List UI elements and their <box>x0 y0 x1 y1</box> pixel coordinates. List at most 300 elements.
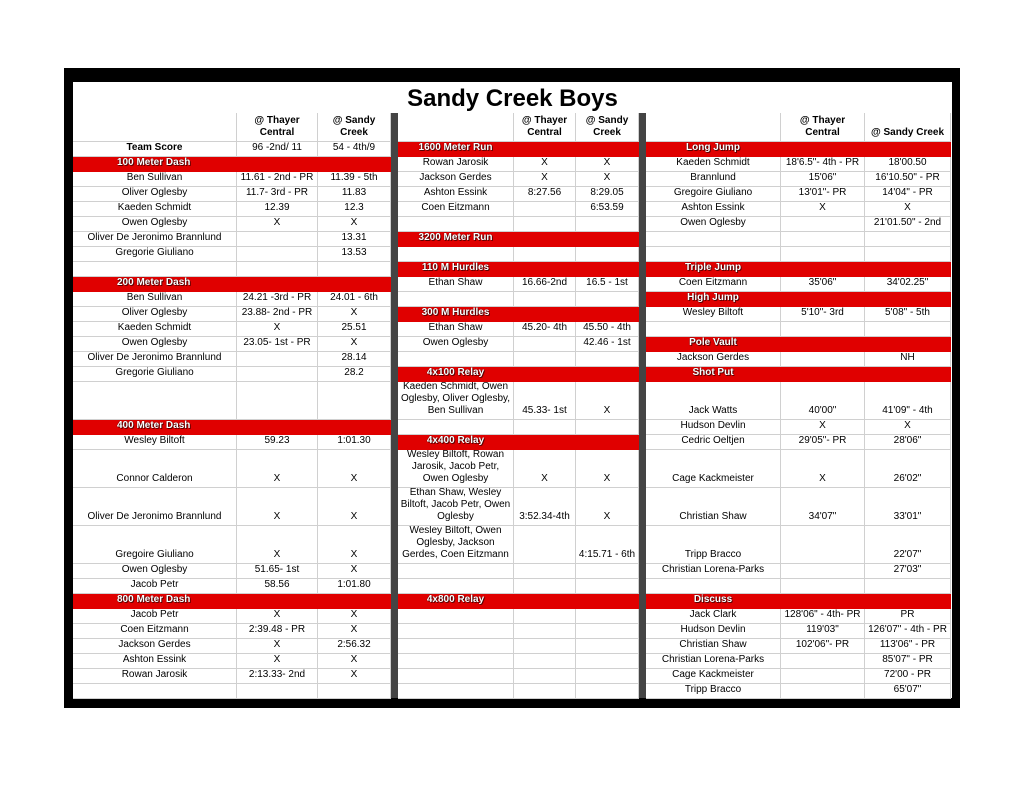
sandy-creek-result <box>865 247 951 261</box>
thayer-central-result: 23.88- 2nd - PR <box>237 307 318 321</box>
sandy-creek-result: X <box>865 420 951 434</box>
thayer-central-result <box>781 654 865 668</box>
athlete-name: Tripp Bracco <box>646 684 781 698</box>
athlete-name: Jacob Petr <box>73 579 237 593</box>
sandy-creek-result: 12.3 <box>318 202 391 216</box>
event-name <box>576 307 639 321</box>
event-header-row <box>73 420 391 435</box>
sandy-creek-result: X <box>576 382 639 419</box>
event-name <box>781 292 865 306</box>
thayer-central-result: X <box>781 450 865 487</box>
thayer-central-result <box>781 579 865 593</box>
thayer-central-result: X <box>237 217 318 231</box>
result-row <box>646 217 951 232</box>
thayer-central-result: 5'10"- 3rd <box>781 307 865 321</box>
result-row <box>646 488 951 526</box>
header-cell-athlete <box>398 113 514 141</box>
header-cell-sandy-creek: @ Sandy Creek <box>318 113 391 141</box>
result-row <box>646 564 951 579</box>
result-row <box>398 292 639 307</box>
athlete-name: Coen Eitzmann <box>646 277 781 291</box>
athlete-name: Coen Eitzmann <box>73 624 237 638</box>
result-row <box>73 262 391 277</box>
result-row <box>398 624 639 639</box>
event-name: 100 Meter Dash <box>73 157 237 171</box>
athlete-name: Jacob Petr <box>73 609 237 623</box>
thayer-central-result <box>514 526 576 563</box>
thayer-central-result <box>514 579 576 593</box>
sandy-creek-result: 85'07" - PR <box>865 654 951 668</box>
result-row <box>646 157 951 172</box>
athlete-name: Owen Oglesby <box>646 217 781 231</box>
sandy-creek-result: 1:01.30 <box>318 435 391 449</box>
athlete-name: Cage Kackmeister <box>646 450 781 487</box>
event-header-row <box>73 594 391 609</box>
result-row <box>73 202 391 217</box>
event-header-row <box>398 367 639 382</box>
athlete-name: Ben Sullivan <box>73 172 237 186</box>
athlete-name: Tripp Bracco <box>646 526 781 563</box>
event-name <box>237 277 318 291</box>
athlete-name <box>646 247 781 261</box>
header-cell-athlete <box>73 113 237 141</box>
athlete-name: Kaeden Schmidt <box>73 202 237 216</box>
event-header-row <box>646 594 951 609</box>
thayer-central-result <box>781 322 865 336</box>
result-row <box>398 450 639 488</box>
athlete-name <box>398 609 514 623</box>
sandy-creek-result <box>865 579 951 593</box>
event-name: 800 Meter Dash <box>73 594 237 608</box>
result-row <box>646 609 951 624</box>
event-name: Long Jump <box>646 142 781 156</box>
thayer-central-result: 45.20- 4th <box>514 322 576 336</box>
event-name <box>781 367 865 381</box>
event-name: 3200 Meter Run <box>398 232 514 246</box>
thayer-central-result: 128'06" - 4th- PR <box>781 609 865 623</box>
thayer-central-result <box>514 202 576 216</box>
athlete-name: Cage Kackmeister <box>646 669 781 683</box>
athlete-name: Gregorie Giuliano <box>73 247 237 261</box>
athlete-name: Cedric Oeltjen <box>646 435 781 449</box>
result-row <box>73 322 391 337</box>
result-row <box>646 187 951 202</box>
sandy-creek-result: 65'07" <box>865 684 951 698</box>
event-header-row <box>73 277 391 292</box>
sandy-creek-result: 42.46 - 1st <box>576 337 639 351</box>
result-row <box>398 322 639 337</box>
event-header-row <box>646 367 951 382</box>
result-row <box>73 367 391 382</box>
thayer-central-result <box>237 247 318 261</box>
sandy-creek-result <box>865 322 951 336</box>
athlete-name: Rowan Jarosik <box>73 669 237 683</box>
sandy-creek-result <box>318 684 391 698</box>
event-name: 400 Meter Dash <box>73 420 237 434</box>
athlete-name: Coen Eitzmann <box>398 202 514 216</box>
column-separator <box>391 113 398 698</box>
result-row <box>646 232 951 247</box>
result-row <box>398 639 639 654</box>
sandy-creek-result: X <box>318 488 391 525</box>
event-name <box>865 337 951 351</box>
sandy-creek-result: 45.50 - 4th <box>576 322 639 336</box>
thayer-central-result <box>514 217 576 231</box>
event-name: Triple Jump <box>646 262 781 276</box>
athlete-name <box>398 420 514 434</box>
athlete-name: Wesley Biltoft, Rowan Jarosik, Jacob Petr, Owen Oglesby <box>398 450 514 487</box>
thayer-central-result: 119'03" <box>781 624 865 638</box>
athlete-name: Oliver De Jeronimo Brannlund <box>73 352 237 366</box>
athlete-name: Brannlund <box>646 172 781 186</box>
result-row <box>398 337 639 352</box>
athlete-name: Oliver Oglesby <box>73 187 237 201</box>
athlete-name: Oliver Oglesby <box>73 307 237 321</box>
thayer-central-result: 34'07" <box>781 488 865 525</box>
result-row <box>398 187 639 202</box>
sandy-creek-result <box>576 609 639 623</box>
athlete-name <box>398 579 514 593</box>
athlete-name <box>398 624 514 638</box>
event-name <box>237 157 318 171</box>
athlete-name: Kaeden Schmidt <box>73 322 237 336</box>
event-name <box>318 157 391 171</box>
sandy-creek-result: 28.2 <box>318 367 391 381</box>
event-name <box>514 367 576 381</box>
header-cell-thayer-central: @ Thayer Central <box>514 113 576 141</box>
athlete-name <box>398 654 514 668</box>
thayer-central-result <box>514 564 576 578</box>
athlete-name <box>646 232 781 246</box>
thayer-central-result: 24.21 -3rd - PR <box>237 292 318 306</box>
thayer-central-result <box>237 382 318 419</box>
result-row <box>646 172 951 187</box>
athlete-name: Owen Oglesby <box>73 217 237 231</box>
thayer-central-result: X <box>514 450 576 487</box>
athlete-name: Hudson Devlin <box>646 420 781 434</box>
athlete-name: Wesley Biltoft, Owen Oglesby, Jackson Gerdes, Coen Eitzmann <box>398 526 514 563</box>
sandy-creek-result: 16'10.50" - PR <box>865 172 951 186</box>
athlete-name: Christian Lorena-Parks <box>646 564 781 578</box>
athlete-name: Ethan Shaw <box>398 322 514 336</box>
header-cell-thayer-central: @ Thayer Central <box>781 113 865 141</box>
sandy-creek-result: X <box>576 172 639 186</box>
event-name: 4x100 Relay <box>398 367 514 381</box>
sandy-creek-result: 24.01 - 6th <box>318 292 391 306</box>
thayer-central-result: 35'06" <box>781 277 865 291</box>
athlete-name: Ashton Essink <box>646 202 781 216</box>
sandy-creek-result: NH <box>865 352 951 366</box>
sandy-creek-result: X <box>318 654 391 668</box>
event-name <box>865 367 951 381</box>
sandy-creek-result: 5'08" - 5th <box>865 307 951 321</box>
sandy-creek-result <box>576 579 639 593</box>
athlete-name <box>398 247 514 261</box>
event-name <box>318 420 391 434</box>
athlete-name: Owen Oglesby <box>73 564 237 578</box>
athlete-name: Jackson Gerdes <box>73 639 237 653</box>
sandy-creek-result: 72'00 - PR <box>865 669 951 683</box>
result-row <box>398 488 639 526</box>
athlete-name <box>73 262 237 276</box>
sandy-creek-result: 126'07" - 4th - PR <box>865 624 951 638</box>
result-row <box>73 488 391 526</box>
result-row <box>73 684 391 699</box>
result-row <box>646 307 951 322</box>
sandy-creek-result: X <box>576 488 639 525</box>
athlete-name: Christian Shaw <box>646 639 781 653</box>
sandy-creek-result <box>576 624 639 638</box>
sandy-creek-result: 8:29.05 <box>576 187 639 201</box>
column-field-events <box>646 113 951 699</box>
result-row <box>398 564 639 579</box>
sandy-creek-result: 21'01.50" - 2nd <box>865 217 951 231</box>
athlete-name: Christian Shaw <box>646 488 781 525</box>
sandy-creek-result: PR <box>865 609 951 623</box>
event-name <box>781 142 865 156</box>
sandy-creek-result: 54 - 4th/9 <box>318 142 391 156</box>
athlete-name <box>398 217 514 231</box>
result-row <box>73 609 391 624</box>
thayer-central-result: X <box>237 526 318 563</box>
event-name <box>514 142 576 156</box>
athlete-name: Jackson Gerdes <box>398 172 514 186</box>
event-header-row <box>646 262 951 277</box>
event-name: 200 Meter Dash <box>73 277 237 291</box>
athlete-name <box>73 382 237 419</box>
event-header-row <box>398 594 639 609</box>
event-name <box>781 262 865 276</box>
sandy-creek-result <box>576 247 639 261</box>
result-row <box>398 202 639 217</box>
event-name: 4x800 Relay <box>398 594 514 608</box>
event-header-row <box>646 142 951 157</box>
sandy-creek-result: 11.39 - 5th <box>318 172 391 186</box>
result-row <box>73 654 391 669</box>
athlete-name: Ben Sullivan <box>73 292 237 306</box>
thayer-central-result: 96 -2nd/ 11 <box>237 142 318 156</box>
header-row <box>646 113 951 142</box>
event-name: 110 M Hurdles <box>398 262 514 276</box>
sandy-creek-result: 27'03" <box>865 564 951 578</box>
thayer-central-result: 58.56 <box>237 579 318 593</box>
athlete-name: Team Score <box>73 142 237 156</box>
event-header-row <box>398 232 639 247</box>
event-name <box>781 594 865 608</box>
header-cell-sandy-creek: @ Sandy Creek <box>865 113 951 141</box>
thayer-central-result <box>514 654 576 668</box>
event-name <box>576 435 639 449</box>
sandy-creek-result: X <box>318 624 391 638</box>
athlete-name: Ethan Shaw, Wesley Biltoft, Jacob Petr, Owen Oglesby <box>398 488 514 525</box>
athlete-name: Wesley Biltoft <box>73 435 237 449</box>
athlete-name: Ashton Essink <box>73 654 237 668</box>
thayer-central-result <box>237 684 318 698</box>
result-row <box>398 247 639 262</box>
event-name <box>865 292 951 306</box>
result-row <box>646 322 951 337</box>
athlete-name: Gregorie Giuliano <box>73 367 237 381</box>
thayer-central-result: 13'01"- PR <box>781 187 865 201</box>
event-name <box>237 420 318 434</box>
event-header-row <box>646 337 951 352</box>
athlete-name: Gregoire Giuliano <box>646 187 781 201</box>
result-row <box>398 352 639 367</box>
thayer-central-result: 15'06" <box>781 172 865 186</box>
athlete-name <box>398 564 514 578</box>
result-row <box>73 337 391 352</box>
event-name <box>237 594 318 608</box>
sandy-creek-result: X <box>865 202 951 216</box>
athlete-name: Owen Oglesby <box>73 337 237 351</box>
sandy-creek-result: 33'01" <box>865 488 951 525</box>
sandy-creek-result: 18'00.50 <box>865 157 951 171</box>
athlete-name <box>398 352 514 366</box>
column-sprints <box>73 113 391 699</box>
thayer-central-result <box>514 352 576 366</box>
event-name: Pole Vault <box>646 337 781 351</box>
thayer-central-result: 18'6.5"- 4th - PR <box>781 157 865 171</box>
thayer-central-result: X <box>237 639 318 653</box>
sandy-creek-result: X <box>318 450 391 487</box>
header-cell-athlete <box>646 113 781 141</box>
sandy-creek-result: X <box>318 217 391 231</box>
event-name: 4x400 Relay <box>398 435 514 449</box>
column-distance-relays <box>398 113 639 699</box>
sandy-creek-result: X <box>318 669 391 683</box>
event-header-row <box>398 142 639 157</box>
thayer-central-result <box>781 217 865 231</box>
event-name <box>514 594 576 608</box>
sandy-creek-result: 22'07" <box>865 526 951 563</box>
athlete-name <box>398 639 514 653</box>
result-row <box>73 669 391 684</box>
thayer-central-result: X <box>237 450 318 487</box>
result-row <box>73 639 391 654</box>
athlete-name: Wesley Biltoft <box>646 307 781 321</box>
result-row <box>646 352 951 367</box>
event-header-row <box>646 292 951 307</box>
result-row <box>398 684 639 699</box>
result-row <box>646 277 951 292</box>
athlete-name: Owen Oglesby <box>398 337 514 351</box>
thayer-central-result: 23.05- 1st - PR <box>237 337 318 351</box>
thayer-central-result: X <box>514 172 576 186</box>
sandy-creek-result: 4:15.71 - 6th <box>576 526 639 563</box>
thayer-central-result: 2:39.48 - PR <box>237 624 318 638</box>
result-row <box>73 382 391 420</box>
event-name <box>514 262 576 276</box>
event-name: High Jump <box>646 292 781 306</box>
result-row <box>646 639 951 654</box>
result-row <box>73 217 391 232</box>
sandy-creek-result: 13.53 <box>318 247 391 261</box>
event-name <box>865 594 951 608</box>
sandy-creek-result: X <box>318 609 391 623</box>
result-row <box>646 579 951 594</box>
athlete-name <box>73 684 237 698</box>
thayer-central-result: 12.39 <box>237 202 318 216</box>
sandy-creek-result: 34'02.25" <box>865 277 951 291</box>
event-name <box>318 594 391 608</box>
sandy-creek-result: X <box>576 157 639 171</box>
sandy-creek-result <box>865 232 951 246</box>
event-header-row <box>73 157 391 172</box>
result-row <box>73 450 391 488</box>
athlete-name: Ethan Shaw <box>398 277 514 291</box>
sandy-creek-result <box>576 669 639 683</box>
thayer-central-result <box>237 352 318 366</box>
thayer-central-result: X <box>237 322 318 336</box>
athlete-name: Hudson Devlin <box>646 624 781 638</box>
athlete-name: Gregoire Giuliano <box>73 526 237 563</box>
result-row <box>73 564 391 579</box>
thayer-central-result <box>514 247 576 261</box>
result-row <box>398 277 639 292</box>
result-row <box>73 624 391 639</box>
sandy-creek-result: 28'06" <box>865 435 951 449</box>
sandy-creek-result: X <box>576 450 639 487</box>
result-row <box>73 307 391 322</box>
result-row <box>398 382 639 420</box>
sandy-creek-result: 6:53.59 <box>576 202 639 216</box>
thayer-central-result: 45.33- 1st <box>514 382 576 419</box>
sandy-creek-result: 13.31 <box>318 232 391 246</box>
result-row <box>646 450 951 488</box>
sandy-creek-result: 14'04" - PR <box>865 187 951 201</box>
athlete-name: Jack Clark <box>646 609 781 623</box>
sandy-creek-result: 16.5 - 1st <box>576 277 639 291</box>
athlete-name: Oliver De Jeronimo Brannlund <box>73 232 237 246</box>
sandy-creek-result <box>576 564 639 578</box>
header-row <box>73 113 391 142</box>
sandy-creek-result: 2:56.32 <box>318 639 391 653</box>
thayer-central-result <box>781 684 865 698</box>
event-name <box>781 337 865 351</box>
athlete-name: Ashton Essink <box>398 187 514 201</box>
header-row <box>398 113 639 142</box>
thayer-central-result <box>514 624 576 638</box>
event-name <box>865 262 951 276</box>
page-title: Sandy Creek Boys <box>407 85 618 112</box>
sandy-creek-result <box>576 684 639 698</box>
athlete-name <box>646 322 781 336</box>
sandy-creek-result: 1:01.80 <box>318 579 391 593</box>
thayer-central-result <box>781 526 865 563</box>
thayer-central-result: 59.23 <box>237 435 318 449</box>
athlete-name <box>646 579 781 593</box>
athlete-name <box>398 684 514 698</box>
result-row <box>398 526 639 564</box>
athlete-name <box>398 292 514 306</box>
result-row <box>398 157 639 172</box>
athlete-name: Oliver De Jeronimo Brannlund <box>73 488 237 525</box>
thayer-central-result: 11.7- 3rd - PR <box>237 187 318 201</box>
result-row <box>398 217 639 232</box>
thayer-central-result <box>237 367 318 381</box>
result-row <box>73 232 391 247</box>
result-row <box>646 654 951 669</box>
event-name <box>576 262 639 276</box>
sandy-creek-result: X <box>318 337 391 351</box>
result-row <box>646 420 951 435</box>
athlete-name: Connor Calderon <box>73 450 237 487</box>
event-name <box>576 367 639 381</box>
thayer-central-result <box>781 669 865 683</box>
result-row <box>646 624 951 639</box>
result-row <box>73 172 391 187</box>
thayer-central-result: X <box>237 654 318 668</box>
